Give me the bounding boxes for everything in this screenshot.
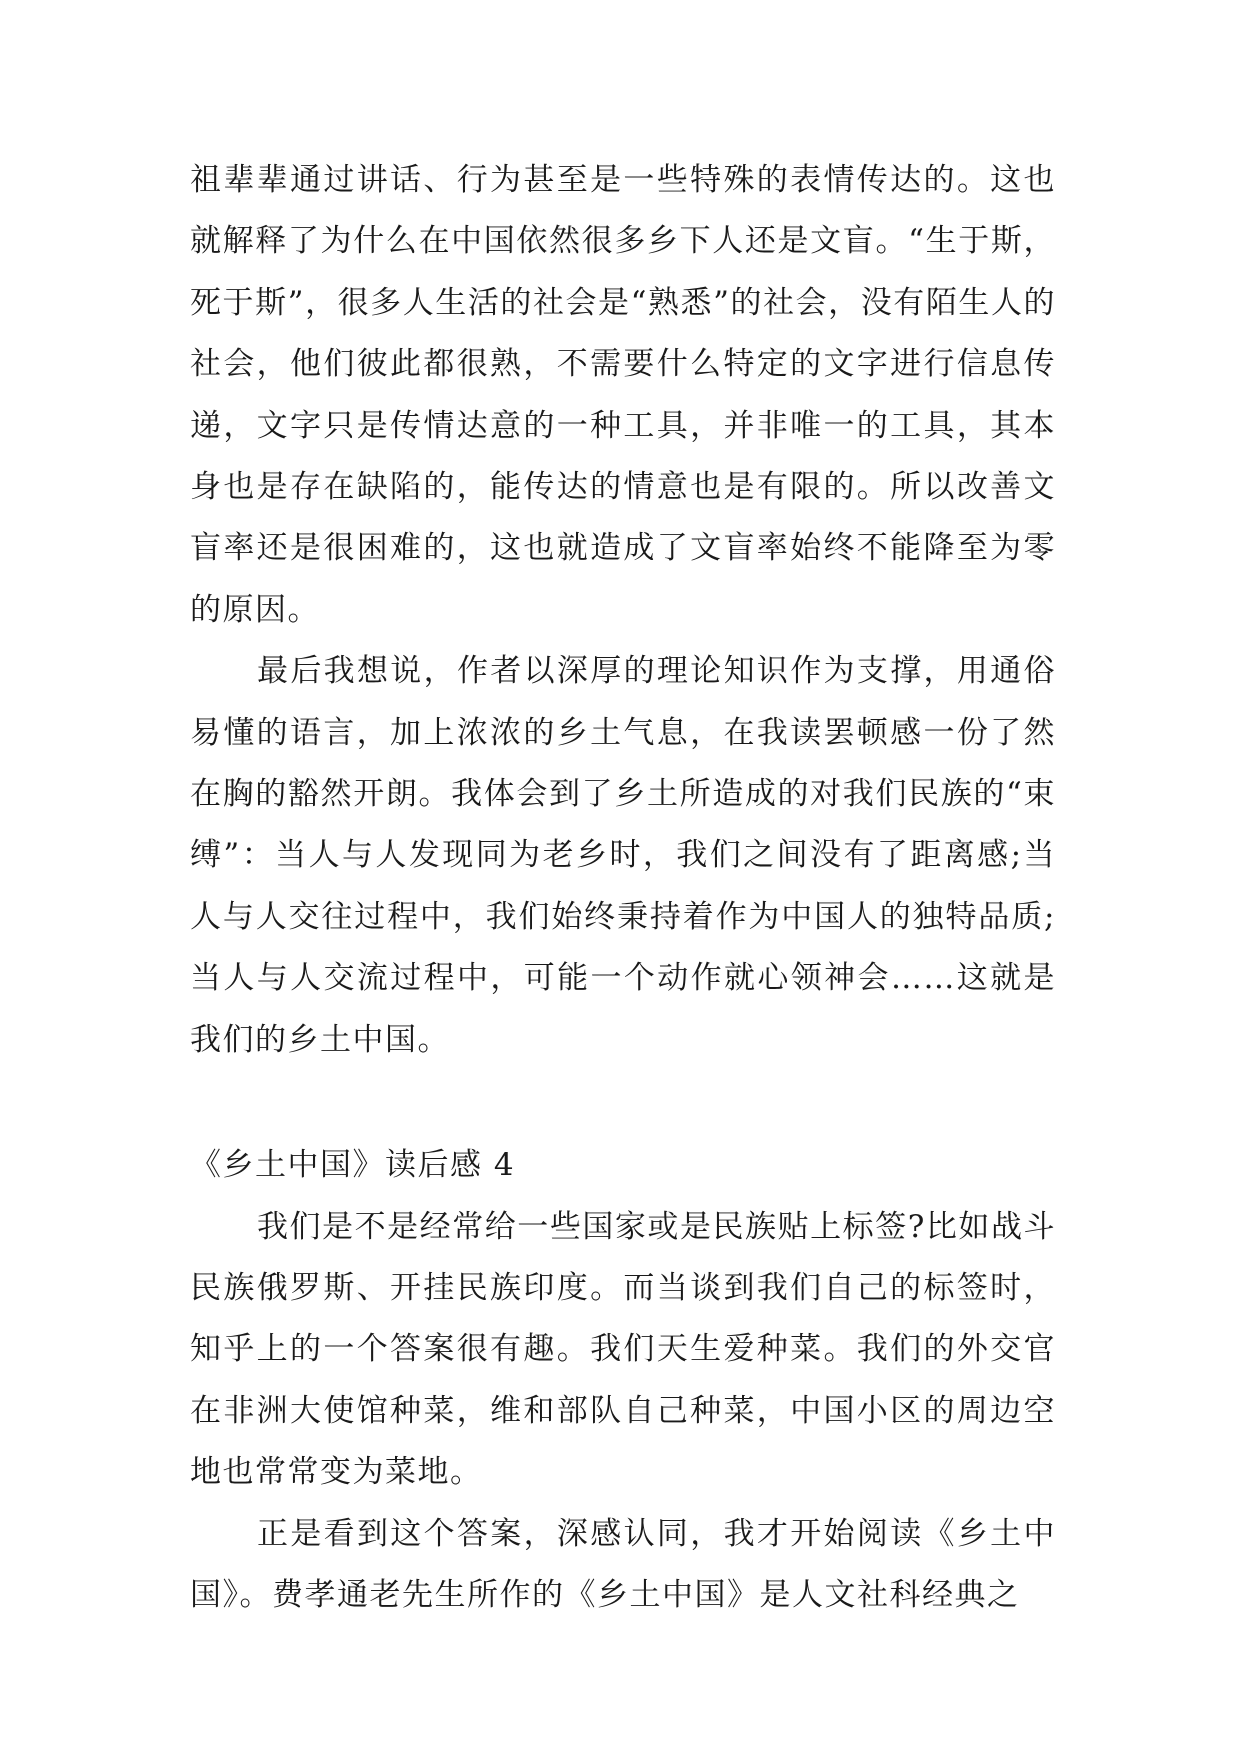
paragraph-conclusion: 最后我想说，作者以深厚的理论知识作为支撑，用通俗易懂的语言，加上浓浓的乡土气息，在我读罢顿感一份了然在胸的豁然开朗。我体会到了乡土所造成的对我们民族的“束缚”：当人与人发现同为老乡时，我们之间没有了距离感;当人与人交往过程中，我们始终秉持着作为中国人的独特品质;当人与人交流过程中，可能一个动作就心领神会……这就是我们的乡土中国。 [190, 653, 1056, 1058]
paragraph-reading: 正是看到这个答案，深感认同，我才开始阅读《乡土中国》。费孝通老先生所作的《乡土中国》是人文社科经典之 [190, 1515, 1056, 1613]
paragraph-intro: 我们是不是经常给一些国家或是民族贴上标签?比如战斗民族俄罗斯、开挂民族印度。而当谈到我们自己的标签时，知乎上的一个答案很有趣。我们天生爱种菜。我们的外交官在非洲大使馆种菜，维和部队自己种菜，中国小区的周边空地也常常变为菜地。 [190, 1208, 1056, 1491]
section-spacer [190, 1071, 1056, 1135]
section-title: 《乡土中国》读后感 4 [190, 1147, 516, 1184]
paragraph-continuation: 祖辈辈通过讲话、行为甚至是一些特殊的表情传达的。这也就解释了为什么在中国依然很多乡下人还是文盲。“生于斯，死于斯”，很多人生活的社会是“熟悉”的社会，没有陌生人的社会，他们彼此都很熟，不需要什么特定的文字进行信息传递，文字只是传情达意的一种工具，并非唯一的工具，其本身也是存在缺陷的，能传达的情意也是有限的。所以改善文盲率还是很困难的，这也就造成了文盲率始终不能降至为零的原因。 [190, 162, 1056, 628]
document-page [190, 150, 1056, 1626]
